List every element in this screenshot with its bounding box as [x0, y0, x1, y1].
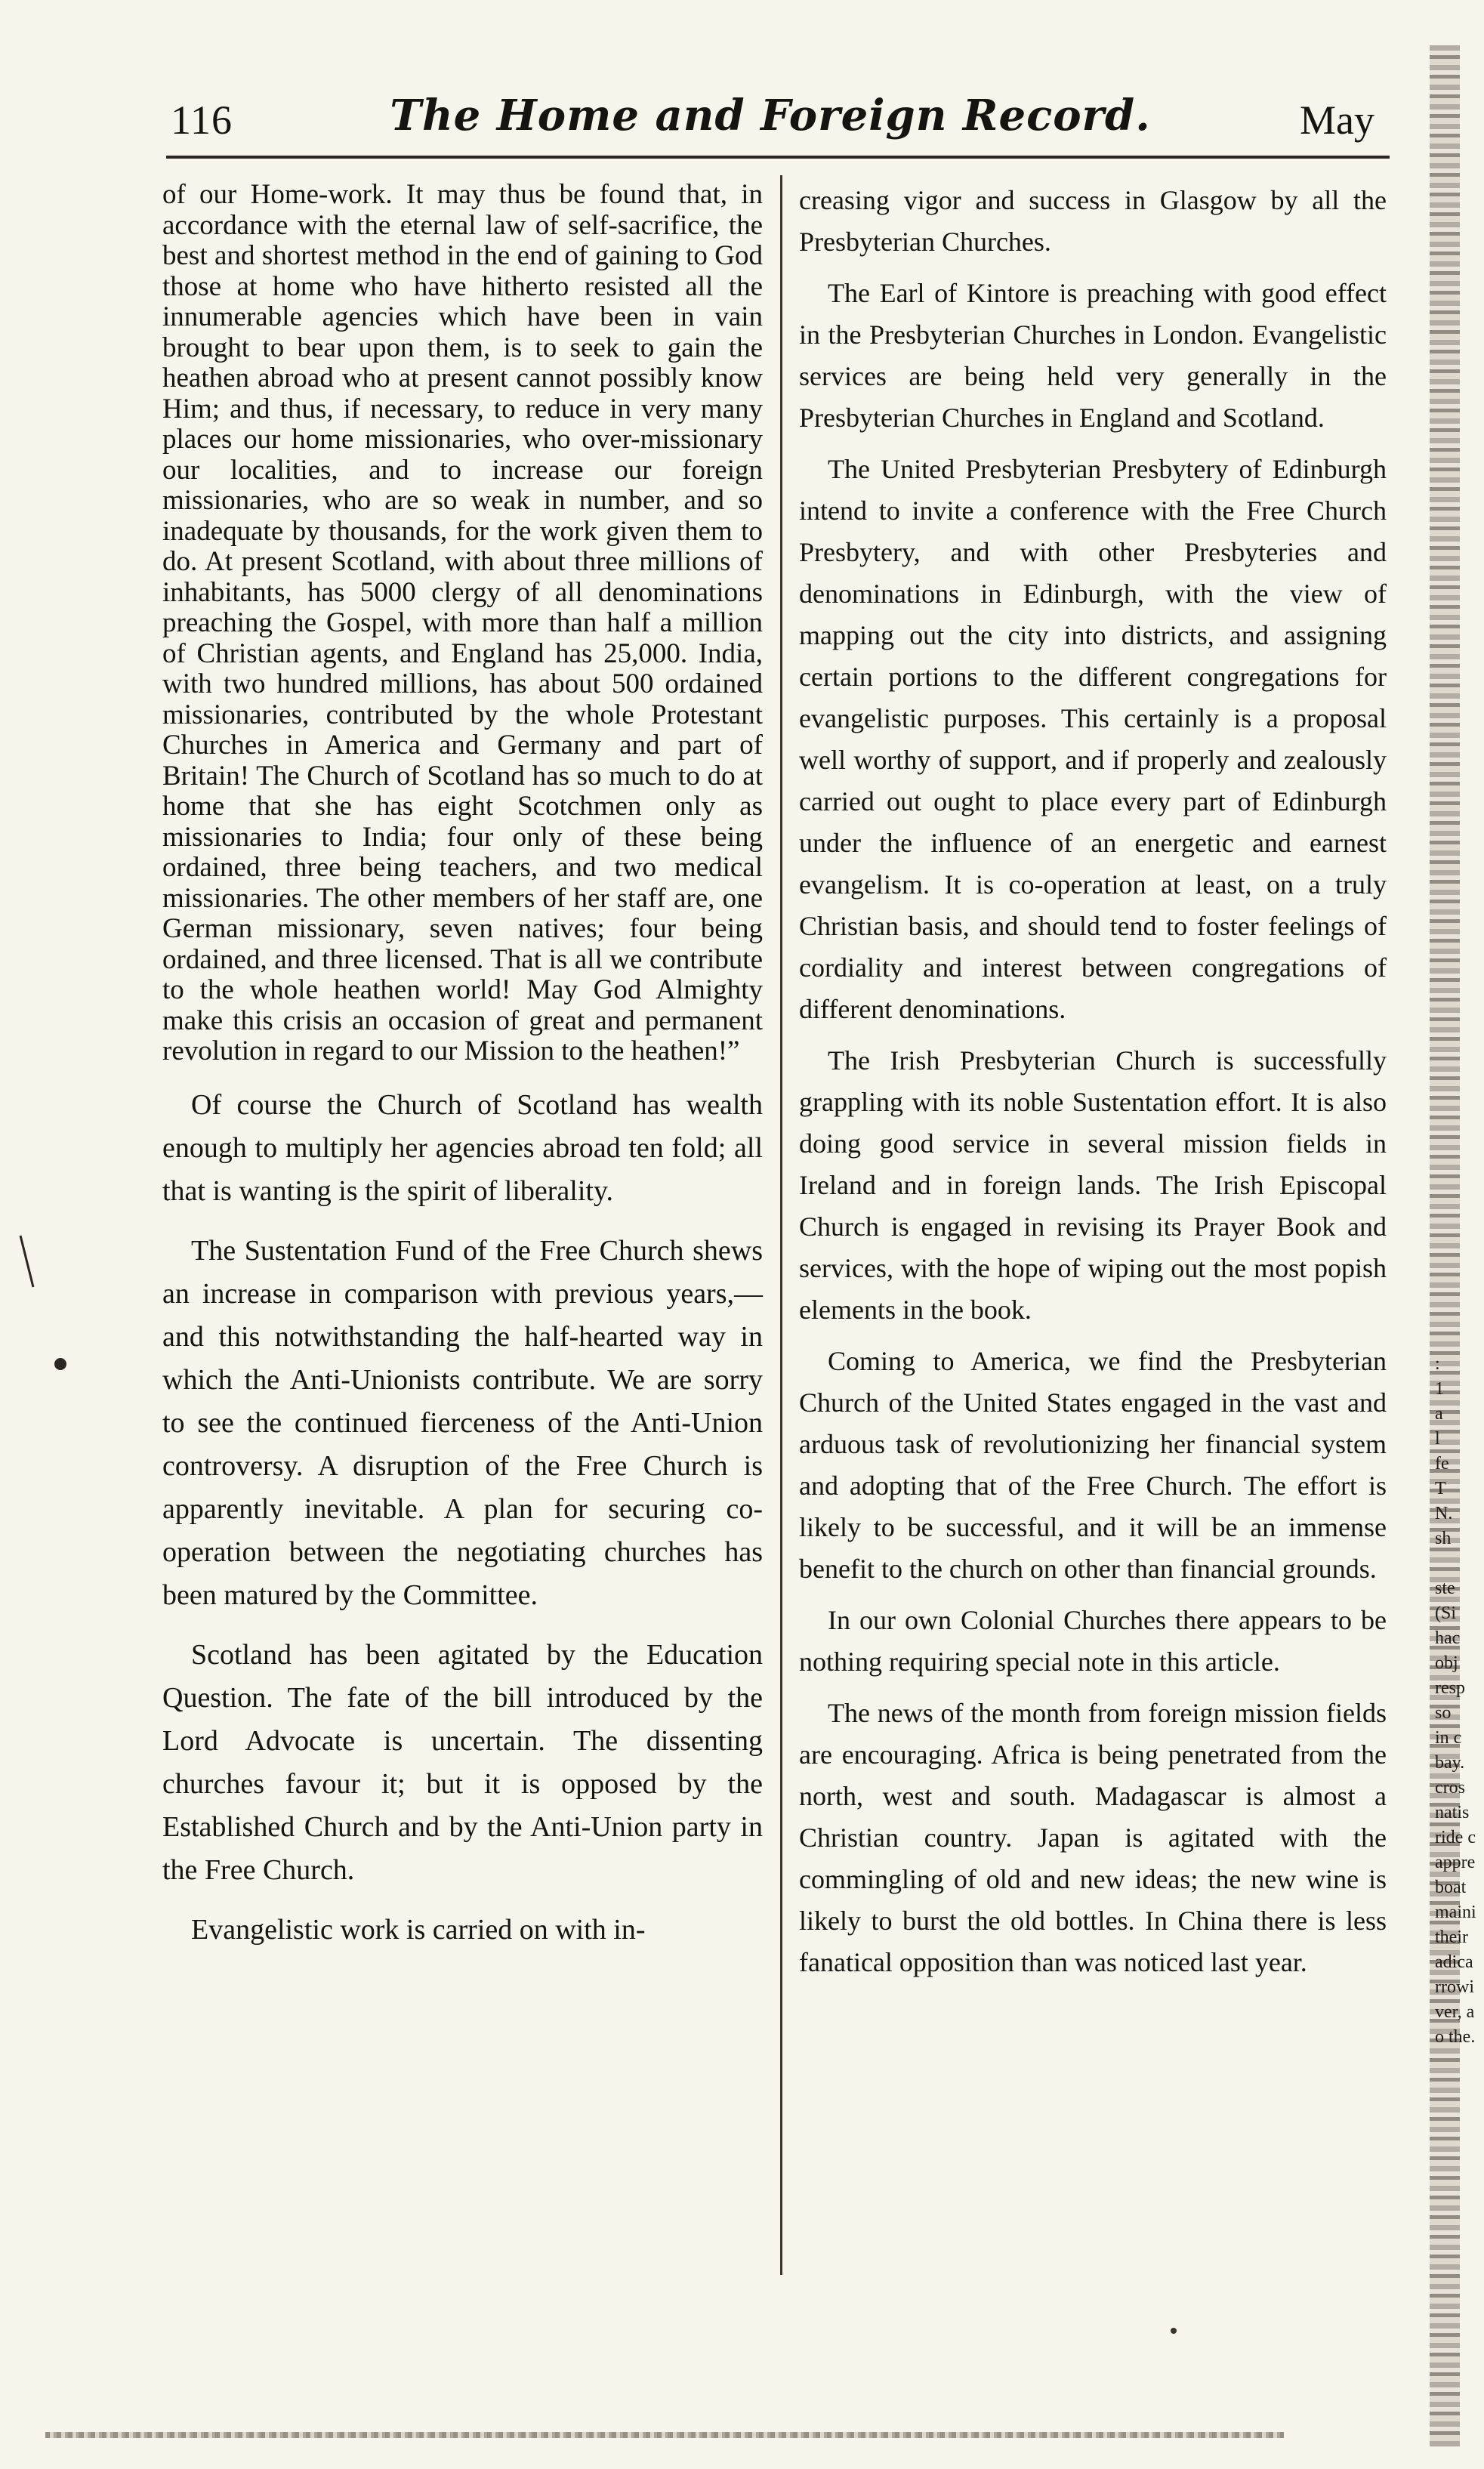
paragraph: The United Presbyterian Presbytery of Edinburgh intend to invite a conference with the Free Church Presbytery, and with other Presbyteries and denominations in Edinburgh, with the view of mapping out the city into districts, and assigning certain portions to the different congregations for evangelistic purposes. This certainly is a proposal well worthy of support, and if properly and zealously carried out ought to place every part of Edinburgh under the influence of an energetic and earnest evangelism. It is co-operation at least, on a truly Christian basis, and should tend to foster feelings of cordiality and interest between congregations of different denominations.: [799, 454, 1387, 1024]
running-title: The Home and Foreign Record.: [390, 91, 1151, 140]
adjacent-page-fragment: so: [1435, 1703, 1452, 1723]
page-number: 116: [171, 97, 233, 143]
adjacent-page-fragment: hac: [1435, 1628, 1461, 1648]
adjacent-page-fragment: sh: [1435, 1529, 1452, 1548]
paragraph: In our own Colonial Churches there appears to be nothing requiring special note in this article.: [799, 1605, 1387, 1677]
adjacent-page-fragment: appre: [1435, 1853, 1476, 1872]
adjacent-page-fragment: T: [1435, 1479, 1446, 1498]
adjacent-page-fragment: cros: [1435, 1778, 1465, 1798]
adjacent-page-fragment: their: [1435, 1927, 1468, 1947]
adjacent-page-fragment: maini: [1435, 1903, 1476, 1922]
adjacent-page-fragment: bay.: [1435, 1753, 1465, 1773]
adjacent-page-fragment: boat: [1435, 1878, 1467, 1897]
adjacent-page-fragment: ver, a: [1435, 2002, 1475, 2022]
adjacent-page-fragment: :: [1435, 1354, 1440, 1374]
adjacent-page-fragment: resp: [1435, 1678, 1465, 1698]
adjacent-page-fragment: rrowi: [1435, 1977, 1474, 1997]
column-divider: [780, 175, 782, 2275]
adjacent-page-fragment: (Si: [1435, 1603, 1457, 1623]
paragraph: creasing vigor and success in Glasgow by all the Presbyterian Churches.: [799, 185, 1387, 257]
quoted-passage: of our Home-work. It may thus be found that, in accordance with the eternal law of self-sacrifice, the best and shortest method in the end of gaining to God those at home who have hitherto resisted all the innumerable agencies which have been in vain brought to bear upon them, is to seek to gain the heathen abroad who at present cannot possibly know Him; and thus, if necessary, to reduce in very many places our home missionaries, who over-missionary our localities, and to increase our foreign missionaries, who are so weak in number, and so inadequate by thousands, for the work given them to do. At present Scotland, with about three millions of inhabitants, has 5000 clergy of all denominations preaching the Gospel, with more than half a million of Christian agents, and England has 25,000. India, with two hundred millions, has about 500 ordained missionaries, contributed by the whole Protestant Churches in America and Germany and part of Britain! The Church of Scotland has so much to do at home that she has eight Scotchmen only as missionaries to India; four only of these being ordained, three being teachers, and two medical missionaries. The other members of her staff are, one German missionary, seven natives; four being ordained, and three licensed. That is all we contribute to the whole heathen world! May God Almighty make this crisis an occasion of great and permanent revolution in regard to our Mission to the heathen!”: [162, 179, 763, 1066]
adjacent-page-fragment: obj: [1435, 1653, 1458, 1673]
adjacent-page-fragment: fe: [1435, 1454, 1449, 1474]
paragraph: The Earl of Kintore is preaching with good effect in the Presbyterian Churches in London. Evangelistic services are being held very generally in the Presbyterian Churches in England and Scotland.: [799, 278, 1387, 433]
adjacent-page-fragment: o the.: [1435, 2027, 1476, 2047]
adjacent-page-fragment: adica: [1435, 1952, 1473, 1972]
header-rule: [166, 156, 1390, 159]
margin-mark: [1171, 2328, 1177, 2334]
paragraph: Of course the Church of Scotland has wealth enough to multiply her agencies abroad ten fold; all that is wanting is the spirit of liberality.: [162, 1088, 763, 1207]
paragraph: Scotland has been agitated by the Education Question. The fate of the bill introduced by the Lord Advocate is uncertain. The dissenting churches favour it; but it is opposed by the Established Church and by the Anti-Union party in the Free Church.: [162, 1638, 763, 1886]
adjacent-page-fragment: l: [1435, 1429, 1440, 1449]
adjacent-page-fragment: N.: [1435, 1504, 1453, 1523]
paragraph: The Irish Presbyterian Church is successfully grappling with its noble Sustentation effort. It is also doing good service in several mission fields in Ireland and in foreign lands. The Irish Episcopal Church is engaged in revising its Prayer Book and services, with the hope of wiping out the most popish elements in the book.: [799, 1045, 1387, 1325]
adjacent-page-text-fragments: [1435, 1352, 1480, 2050]
adjacent-page-fragment: ride c: [1435, 1828, 1476, 1847]
adjacent-page-fragment: 1: [1435, 1379, 1444, 1399]
right-column: [799, 180, 1387, 1993]
adjacent-page-edge: [1430, 45, 1460, 2447]
bottom-scan-edge: [45, 2432, 1284, 2438]
adjacent-page-fragment: [1435, 1551, 1480, 1576]
margin-mark: [54, 1358, 66, 1370]
adjacent-page-fragment: natis: [1435, 1803, 1470, 1822]
paragraph: Coming to America, we find the Presbyterian Church of the United States engaged in the vast and arduous task of revolutionizing her financial system and adopting that of the Free Church. The effort is likely to be successful, and it will be an immense benefit to the church on other than financial grounds.: [799, 1346, 1387, 1584]
adjacent-page-fragment: in c: [1435, 1728, 1462, 1748]
adjacent-page-fragment: a: [1435, 1404, 1443, 1424]
paragraph: The news of the month from foreign mission fields are encouraging. Africa is being penetrated from the north, west and south. Madagascar is almost a Christian country. Japan is agitated with the commingling of old and new ideas; the new wine is likely to burst the old bottles. In China there is less fanatical opposition than was noticed last year.: [799, 1698, 1387, 1977]
paragraph: Evangelistic work is carried on with in-: [191, 1913, 646, 1946]
header-month: May: [1300, 97, 1374, 143]
left-column: [162, 180, 763, 1952]
paragraph: The Sustentation Fund of the Free Church shews an increase in comparison with previous years,—and this notwithstanding the half-hearted way in which the Anti-Unionists contribute. We are sorry to see the continued fierceness of the Anti-Union controversy. A disruption of the Free Church is apparently inevitable. A plan for securing co-operation between the negotiating churches has been matured by the Committee.: [162, 1234, 763, 1611]
adjacent-page-fragment: ste: [1435, 1579, 1455, 1598]
running-header: [151, 91, 1390, 159]
margin-mark: [20, 1236, 35, 1288]
